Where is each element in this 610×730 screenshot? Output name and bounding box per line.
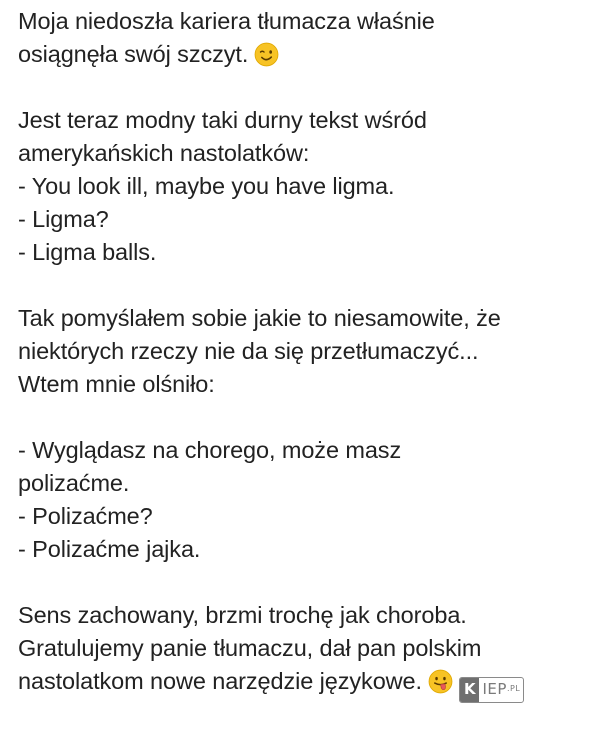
paragraph-reflection [18,302,603,401]
watermark-suffix: .PL [506,684,521,693]
text-line: amerykańskich nastolatków: [18,140,310,166]
text-line-with-emoji [18,38,603,71]
text-line: Jest teraz modny taki durny tekst wśród [18,107,427,133]
text-line-with-emoji [18,665,603,703]
text-line: Moja niedoszła kariera tłumacza właśnie [18,8,435,34]
kiep-watermark-logo [459,677,524,703]
text-line: - Ligma balls. [18,239,157,265]
text-line: Wtem mnie olśniło: [18,371,215,397]
text-line: - You look ill, maybe you have ligma. [18,173,395,199]
post-text [18,5,603,703]
text-line: polizaćme. [18,470,130,496]
watermark-letter-k: K [460,678,480,702]
paragraph-translation [18,434,603,566]
paragraph-intro [18,5,603,71]
paragraph-conclusion [18,599,603,703]
text-line: osiągnęła swój szczyt. [18,41,249,67]
face-with-tongue-emoji-icon [428,669,453,694]
text-line: - Wyglądasz na chorego, może masz [18,437,402,463]
winking-face-emoji-icon [254,42,279,67]
text-line: Tak pomyślałem sobie jakie to niesamowite, że [18,305,501,331]
text-line: niektórych rzeczy nie da się przetłumaczyć... [18,338,479,364]
text-line: nastolatkom nowe narzędzie językowe. [18,668,422,694]
watermark-word: IEP [482,680,507,698]
text-line: Sens zachowany, brzmi trochę jak choroba. [18,602,467,628]
paragraph-ligma [18,104,603,269]
text-line: - Polizaćme? [18,503,153,529]
text-line: Gratulujemy panie tłumaczu, dał pan polskim [18,635,482,661]
watermark-text [479,678,523,702]
text-line: - Ligma? [18,206,109,232]
text-line: - Polizaćme jajka. [18,536,201,562]
